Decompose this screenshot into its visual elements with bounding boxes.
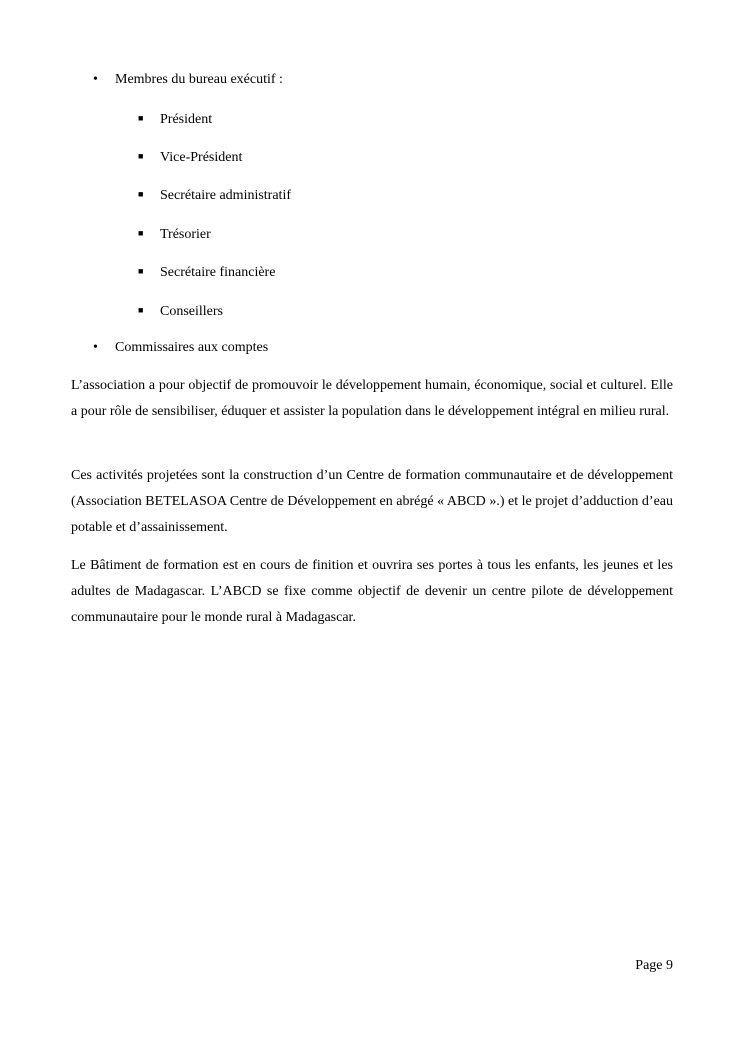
list-item-member: ■ Vice-Président (138, 150, 243, 165)
square-bullet-icon: ■ (138, 189, 144, 199)
square-bullet-icon: ■ (138, 228, 144, 238)
page-number: Page 9 (635, 958, 673, 973)
auditors-label: Commissaires aux comptes (115, 340, 269, 355)
paragraph-activities: Ces activités projetées sont la construction d’un Centre de formation communautaire et de développement (Association BETELASOA Centre de Développement en abrégé « ABCD ».) et le projet d’adduction d’eau potable et d’assainissement. (71, 468, 673, 535)
bullet-auditors (93, 340, 268, 356)
list-item-member: ■ Trésorier (138, 227, 211, 242)
square-bullet-icon: ■ (138, 113, 144, 123)
list-item-member: ■ Secrétaire financière (138, 265, 276, 280)
bullet-marker: • (93, 72, 98, 87)
paragraph-training-building: Le Bâtiment de formation est en cours de finition et ouvrira ses portes à tous les enfants, les jeunes et les adultes de Madagascar. L’ABCD se fixe comme objectif de devenir un centre pilote de développement communautaire pour le monde rural à Madagascar. (71, 558, 673, 625)
square-bullet-icon: ■ (138, 266, 144, 276)
list-item-member: ■ Secrétaire administratif (138, 188, 291, 203)
square-bullet-icon: ■ (138, 305, 144, 315)
bullet-marker: • (93, 340, 98, 355)
list-item-member: ■ Conseillers (138, 304, 223, 319)
bullet-executive-board (93, 72, 283, 88)
paragraph-objective: L’association a pour objectif de promouvoir le développement humain, économique, social et culturel. Elle a pour rôle de sensibiliser, éduquer et assister la population dans le développement intégral en milieu rural. (71, 378, 673, 419)
list-item-member: ■ Président (138, 112, 213, 127)
executive-board-label: Membres du bureau exécutif : (115, 72, 283, 87)
square-bullet-icon: ■ (138, 151, 144, 161)
